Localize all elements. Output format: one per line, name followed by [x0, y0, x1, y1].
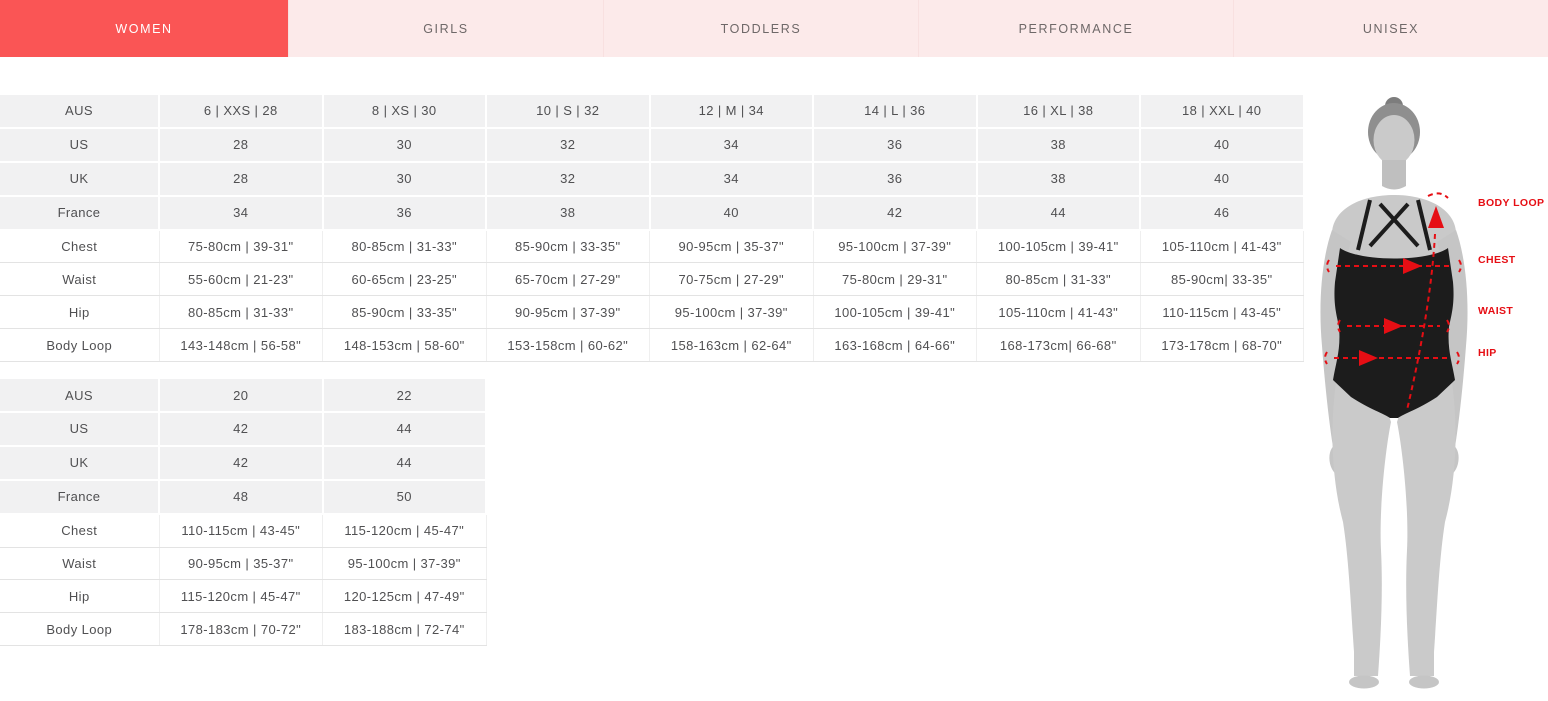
size-cell: 163-168cm | 64-66": [813, 329, 977, 362]
size-cell: 95-100cm | 37-39": [323, 547, 487, 580]
size-cell: 42: [159, 412, 323, 446]
tab-girls[interactable]: GIRLS: [288, 0, 603, 57]
tab-toddlers[interactable]: TODDLERS: [603, 0, 918, 57]
body-loop-label: BODY LOOP: [1478, 197, 1545, 209]
table-row: [0, 613, 486, 646]
row-label: Chest: [0, 514, 159, 547]
size-cell: 148-153cm | 58-60": [323, 329, 487, 362]
neck: [1382, 160, 1406, 190]
size-cell: 100-105cm | 39-41": [813, 296, 977, 329]
size-cell: 40: [1140, 162, 1304, 196]
row-label: Hip: [0, 580, 159, 613]
row-label: UK: [0, 446, 159, 480]
size-cell: 12 | M | 34: [650, 95, 814, 128]
size-category-tabs: [0, 0, 1548, 57]
size-cell: 8 | XS | 30: [323, 95, 487, 128]
size-cell: 75-80cm | 29-31": [813, 263, 977, 296]
right-foot: [1409, 676, 1439, 689]
table-row: [0, 230, 1304, 263]
table-row: [0, 196, 1304, 230]
size-cell: 28: [159, 162, 323, 196]
chest-label: CHEST: [1478, 254, 1516, 266]
row-label: Body Loop: [0, 613, 159, 646]
model-photo: [1270, 90, 1536, 701]
size-cell: 38: [486, 196, 650, 230]
tab-women[interactable]: WOMEN: [0, 0, 288, 57]
table-row: [0, 547, 486, 580]
table-row: [0, 412, 486, 446]
row-label: Waist: [0, 263, 159, 296]
size-cell: 70-75cm | 27-29": [650, 263, 814, 296]
table-row: [0, 514, 486, 547]
size-cell: 80-85cm | 31-33": [977, 263, 1141, 296]
size-cell: 105-110cm | 41-43": [977, 296, 1141, 329]
size-cell: 38: [977, 162, 1141, 196]
size-cell: 115-120cm | 45-47": [323, 514, 487, 547]
size-cell: 90-95cm | 37-39": [486, 296, 650, 329]
size-cell: 158-163cm | 62-64": [650, 329, 814, 362]
row-label: US: [0, 128, 159, 162]
row-label: Body Loop: [0, 329, 159, 362]
table-row: [0, 128, 1304, 162]
size-cell: 173-178cm | 68-70": [1140, 329, 1304, 362]
table-row: [0, 263, 1304, 296]
size-cell: 14 | L | 36: [813, 95, 977, 128]
measurement-figure: [1270, 90, 1548, 701]
size-cell: 44: [977, 196, 1141, 230]
size-cell: 38: [977, 128, 1141, 162]
size-cell: 90-95cm | 35-37": [159, 547, 323, 580]
body-loop-shoulder-arc: [1428, 193, 1448, 198]
size-cell: 100-105cm | 39-41": [977, 230, 1141, 263]
size-cell: 178-183cm | 70-72": [159, 613, 323, 646]
size-cell: 44: [323, 446, 487, 480]
tab-unisex[interactable]: UNISEX: [1233, 0, 1548, 57]
size-cell: 85-90cm | 33-35": [323, 296, 487, 329]
size-cell: 143-148cm | 56-58": [159, 329, 323, 362]
size-cell: 85-90cm| 33-35": [1140, 263, 1304, 296]
size-cell: 115-120cm | 45-47": [159, 580, 323, 613]
row-label: France: [0, 196, 159, 230]
size-cell: 32: [486, 162, 650, 196]
tab-performance[interactable]: PERFORMANCE: [918, 0, 1233, 57]
size-cell: 95-100cm | 37-39": [813, 230, 977, 263]
size-cell: 46: [1140, 196, 1304, 230]
size-cell: 75-80cm | 39-31": [159, 230, 323, 263]
size-cell: 80-85cm | 31-33": [323, 230, 487, 263]
row-label: AUS: [0, 95, 159, 128]
size-cell: 10 | S | 32: [486, 95, 650, 128]
hip-label: HIP: [1478, 347, 1497, 359]
size-cell: 65-70cm | 27-29": [486, 263, 650, 296]
plus-size-table: [0, 379, 487, 646]
size-cell: 168-173cm| 66-68": [977, 329, 1141, 362]
table-row: [0, 480, 486, 514]
table-row: [0, 296, 1304, 329]
row-label: US: [0, 412, 159, 446]
row-label: Hip: [0, 296, 159, 329]
size-cell: 16 | XL | 38: [977, 95, 1141, 128]
size-cell: 34: [650, 162, 814, 196]
row-label: Waist: [0, 547, 159, 580]
size-cell: 34: [650, 128, 814, 162]
size-cell: 60-65cm | 23-25": [323, 263, 487, 296]
table-row: [0, 162, 1304, 196]
size-cell: 120-125cm | 47-49": [323, 580, 487, 613]
table-row: [0, 329, 1304, 362]
size-cell: 55-60cm | 21-23": [159, 263, 323, 296]
size-cell: 40: [1140, 128, 1304, 162]
size-cell: 110-115cm | 43-45": [1140, 296, 1304, 329]
size-tables-area: [0, 95, 1305, 646]
row-label: Chest: [0, 230, 159, 263]
row-label: France: [0, 480, 159, 514]
size-cell: 32: [486, 128, 650, 162]
table-row: [0, 379, 486, 412]
swimsuit: [1333, 248, 1455, 418]
size-cell: 80-85cm | 31-33": [159, 296, 323, 329]
size-cell: 110-115cm | 43-45": [159, 514, 323, 547]
size-cell: 42: [813, 196, 977, 230]
face: [1374, 115, 1415, 165]
size-cell: 90-95cm | 35-37": [650, 230, 814, 263]
waist-label: WAIST: [1478, 305, 1514, 317]
row-label: UK: [0, 162, 159, 196]
size-cell: 20: [159, 379, 323, 412]
right-leg: [1397, 382, 1456, 676]
model-figure: [1320, 97, 1467, 689]
size-cell: 30: [323, 128, 487, 162]
size-cell: 85-90cm | 33-35": [486, 230, 650, 263]
size-cell: 48: [159, 480, 323, 514]
size-cell: 50: [323, 480, 487, 514]
size-cell: 44: [323, 412, 487, 446]
size-cell: 6 | XXS | 28: [159, 95, 323, 128]
standard-size-table: [0, 95, 1305, 362]
size-cell: 18 | XXL | 40: [1140, 95, 1304, 128]
row-label: AUS: [0, 379, 159, 412]
size-cell: 95-100cm | 37-39": [650, 296, 814, 329]
size-cell: 36: [323, 196, 487, 230]
size-cell: 22: [323, 379, 487, 412]
size-cell: 36: [813, 162, 977, 196]
size-cell: 30: [323, 162, 487, 196]
left-foot: [1349, 676, 1379, 689]
table-row: [0, 580, 486, 613]
size-cell: 183-188cm | 72-74": [323, 613, 487, 646]
size-cell: 105-110cm | 41-43": [1140, 230, 1304, 263]
table-row: [0, 446, 486, 480]
size-cell: 40: [650, 196, 814, 230]
size-cell: 153-158cm | 60-62": [486, 329, 650, 362]
table-row: [0, 95, 1304, 128]
size-cell: 42: [159, 446, 323, 480]
size-cell: 28: [159, 128, 323, 162]
size-cell: 36: [813, 128, 977, 162]
left-leg: [1332, 382, 1391, 676]
size-cell: 34: [159, 196, 323, 230]
